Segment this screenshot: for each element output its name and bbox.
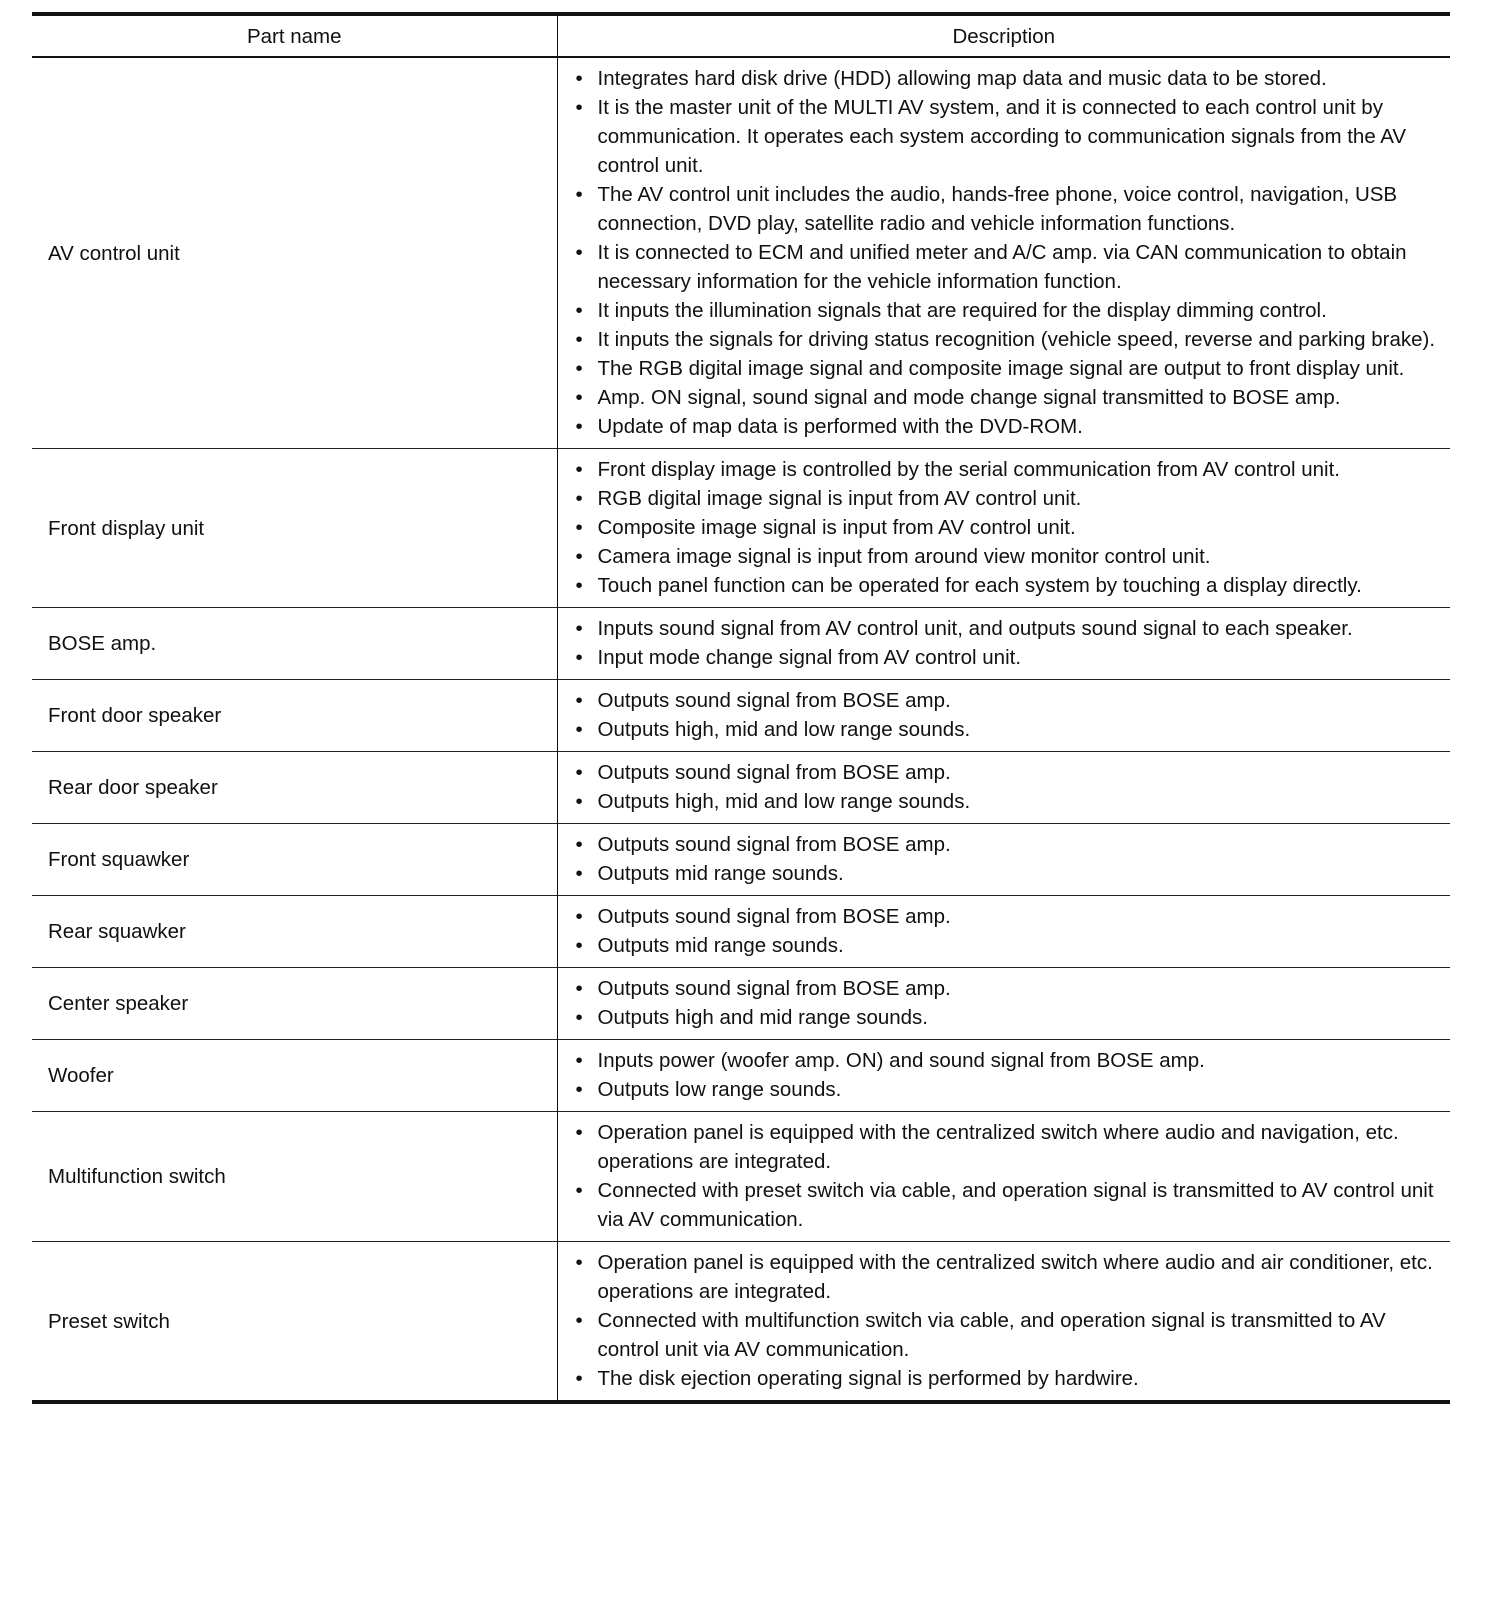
part-name-cell: Center speaker	[32, 968, 557, 1040]
part-name-cell: Preset switch	[32, 1242, 557, 1403]
description-item: • Operation panel is equipped with the centralized switch where audio and navigation, etc. operations are integrated.	[572, 1118, 1443, 1176]
description-list	[572, 758, 1443, 816]
description-list	[572, 974, 1443, 1032]
description-list	[572, 1248, 1443, 1393]
description-item: • Front display image is controlled by the serial communication from AV control unit.	[572, 455, 1443, 484]
table-row	[32, 896, 1450, 968]
description-item: • Outputs sound signal from BOSE amp.	[572, 686, 1443, 715]
column-header-part-name: Part name	[32, 14, 557, 57]
description-item: • Touch panel function can be operated for each system by touching a display directly.	[572, 571, 1443, 600]
table-row	[32, 1040, 1450, 1112]
description-item: • Amp. ON signal, sound signal and mode change signal transmitted to BOSE amp.	[572, 383, 1443, 412]
part-name-cell: Rear squawker	[32, 896, 557, 968]
description-cell	[557, 608, 1450, 680]
description-cell	[557, 57, 1450, 449]
description-item: • Outputs mid range sounds.	[572, 859, 1443, 888]
description-item: • The disk ejection operating signal is performed by hardwire.	[572, 1364, 1443, 1393]
description-item: • Camera image signal is input from around view monitor control unit.	[572, 542, 1443, 571]
description-cell	[557, 896, 1450, 968]
description-item: • Outputs sound signal from BOSE amp.	[572, 830, 1443, 859]
description-list	[572, 902, 1443, 960]
description-item: • Composite image signal is input from AV control unit.	[572, 513, 1443, 542]
table-row	[32, 1112, 1450, 1242]
description-item: • Outputs sound signal from BOSE amp.	[572, 974, 1443, 1003]
table-row	[32, 680, 1450, 752]
description-list	[572, 1046, 1443, 1104]
part-name-cell: Front door speaker	[32, 680, 557, 752]
description-list	[572, 455, 1443, 600]
description-item: • It inputs the signals for driving status recognition (vehicle speed, reverse and parking brake).	[572, 325, 1443, 354]
part-name-cell: Front squawker	[32, 824, 557, 896]
description-list	[572, 64, 1443, 441]
description-item: • Outputs mid range sounds.	[572, 931, 1443, 960]
description-cell	[557, 680, 1450, 752]
description-item: • It is the master unit of the MULTI AV system, and it is connected to each control unit by communication. It operates each system according to communication signals from the AV control unit.	[572, 93, 1443, 180]
part-name-cell: Multifunction switch	[32, 1112, 557, 1242]
description-list	[572, 614, 1443, 672]
description-item: • Outputs sound signal from BOSE amp.	[572, 902, 1443, 931]
description-item: • The AV control unit includes the audio, hands-free phone, voice control, navigation, USB connection, DVD play, satellite radio and vehicle information functions.	[572, 180, 1443, 238]
description-item: • Outputs high and mid range sounds.	[572, 1003, 1443, 1032]
description-item: • Update of map data is performed with the DVD-ROM.	[572, 412, 1443, 441]
description-item: • Inputs power (woofer amp. ON) and sound signal from BOSE amp.	[572, 1046, 1443, 1075]
table-row	[32, 752, 1450, 824]
description-item: • Outputs sound signal from BOSE amp.	[572, 758, 1443, 787]
column-header-description: Description	[557, 14, 1450, 57]
description-item: • Input mode change signal from AV control unit.	[572, 643, 1443, 672]
part-name-cell: AV control unit	[48, 241, 180, 265]
description-item: • RGB digital image signal is input from AV control unit.	[572, 484, 1443, 513]
part-name-cell: BOSE amp.	[32, 608, 557, 680]
table-row	[32, 968, 1450, 1040]
table-row	[32, 57, 1450, 449]
parts-description-table	[32, 12, 1450, 1404]
description-list	[572, 830, 1443, 888]
description-cell	[557, 1242, 1450, 1403]
header-row	[32, 14, 1450, 57]
description-cell	[557, 449, 1450, 608]
part-name-cell: Woofer	[32, 1040, 557, 1112]
description-cell	[557, 752, 1450, 824]
description-list	[572, 686, 1443, 744]
description-item: • Connected with multifunction switch via cable, and operation signal is transmitted to AV control unit via AV communication.	[572, 1306, 1443, 1364]
description-item: • The RGB digital image signal and composite image signal are output to front display unit.	[572, 354, 1443, 383]
description-cell	[557, 968, 1450, 1040]
description-item: • Connected with preset switch via cable, and operation signal is transmitted to AV control unit via AV communication.	[572, 1176, 1443, 1234]
description-cell	[557, 1040, 1450, 1112]
description-item: • Inputs sound signal from AV control unit, and outputs sound signal to each speaker.	[572, 614, 1443, 643]
description-item: • It is connected to ECM and unified meter and A/C amp. via CAN communication to obtain necessary information for the vehicle information function.	[572, 238, 1443, 296]
description-item: • Integrates hard disk drive (HDD) allowing map data and music data to be stored.	[572, 64, 1443, 93]
description-item: • Outputs low range sounds.	[572, 1075, 1443, 1104]
table-row	[32, 824, 1450, 896]
table-row	[32, 449, 1450, 608]
part-name-cell: Front display unit	[32, 449, 557, 608]
description-cell	[557, 824, 1450, 896]
description-item: • Outputs high, mid and low range sounds.	[572, 715, 1443, 744]
part-name-cell: Rear door speaker	[32, 752, 557, 824]
description-item: • Operation panel is equipped with the centralized switch where audio and air conditioner, etc. operations are integrated.	[572, 1248, 1443, 1306]
table-body	[32, 57, 1450, 1402]
description-item: • Outputs high, mid and low range sounds.	[572, 787, 1443, 816]
table-row	[32, 1242, 1450, 1403]
description-cell	[557, 1112, 1450, 1242]
table-row	[32, 608, 1450, 680]
description-list	[572, 1118, 1443, 1234]
description-item: • It inputs the illumination signals that are required for the display dimming control.	[572, 296, 1443, 325]
